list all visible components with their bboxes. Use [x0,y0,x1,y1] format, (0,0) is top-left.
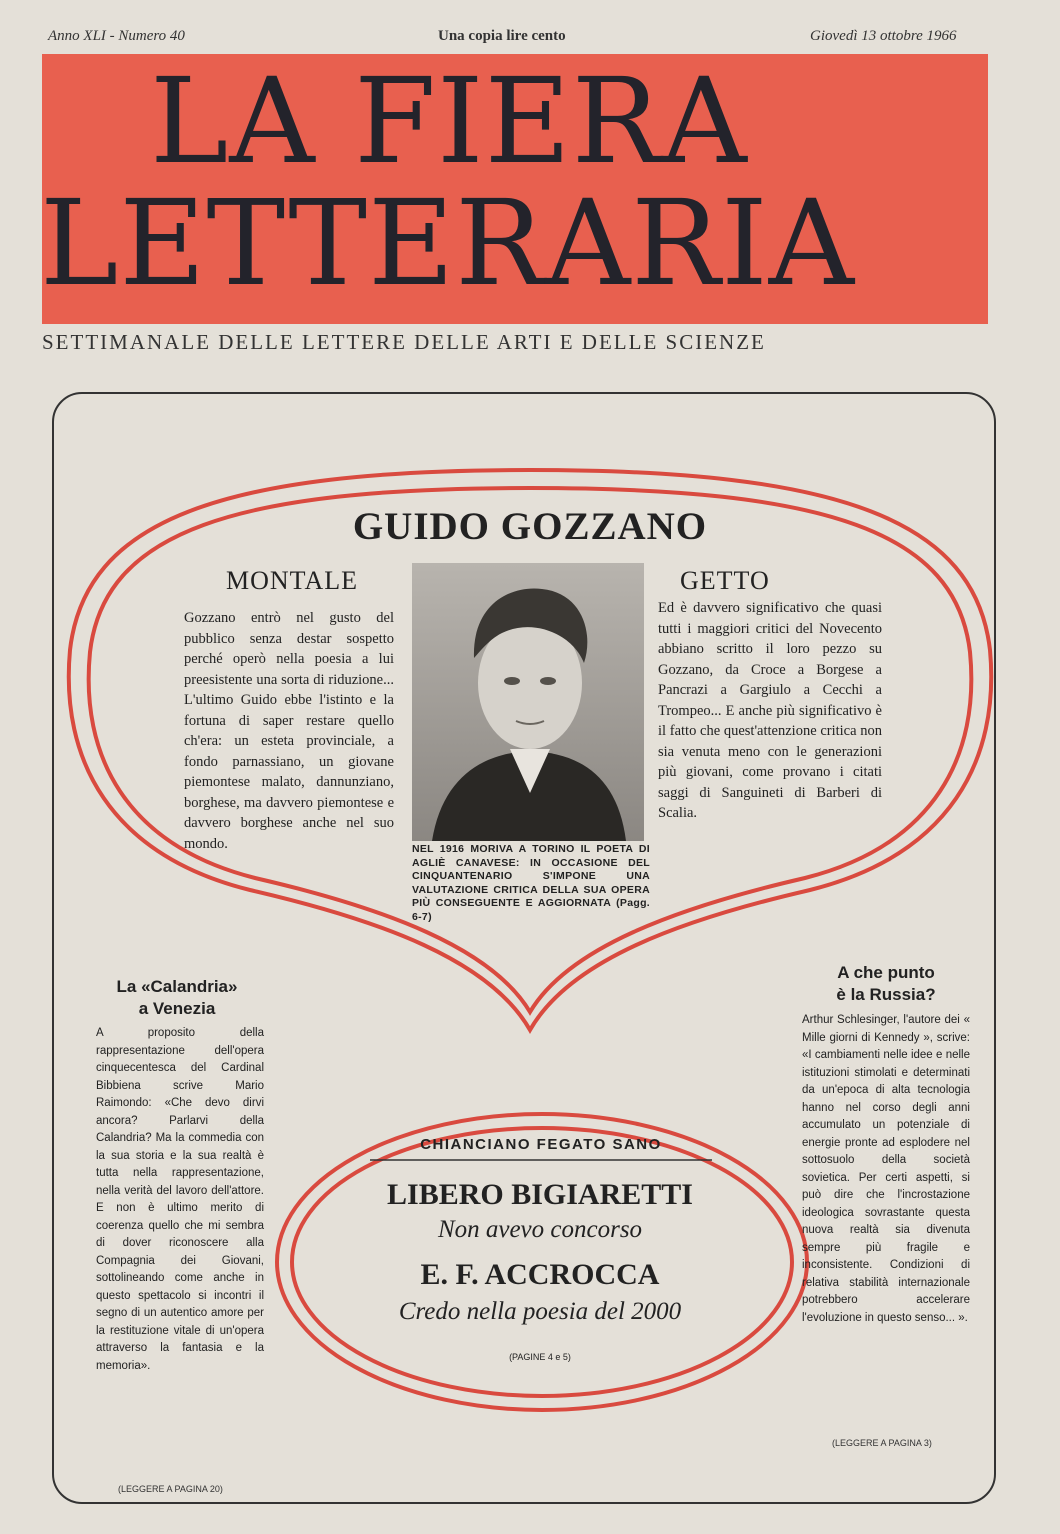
bigiaretti-name: LIBERO BIGIARETTI [387,1178,693,1211]
bottom-box-ref: (PAGINE 4 e 5) [509,1352,571,1362]
getto-text: Ed è davvero significativo che quasi tutti i maggiori critici del Novecento abbiano scritto il loro pezzo su Gozzano, da Croce a Borgese a Pancrazi a Gargiulo a Cecchi a Trompeo... E anche più significativo è il fatto che quest'attenzione critica non sia venuta meno con le generazioni più giovani, come provano i citati saggi di Sanguineti di Barberi di Scalia. [658,600,882,821]
gozzano-portrait [412,563,644,841]
portrait-caption: NEL 1916 MORIVA A TORINO IL POETA DI AGLIÈ CANAVESE: IN OCCASIONE DEL CINQUANTENARIO S'IMPONE UNA VALUTAZIONE CRITICA DELLA SUA OPERA PIÙ CONSEGUENTE E AGGIORNATA (Pagg. 6-7) [412,843,650,923]
masthead-line-1: LA FIERA [150,52,748,190]
russia-headline: A che punto è la Russia? [836,963,936,1004]
issue-date: Giovedì 13 ottobre 1966 [810,28,957,44]
getto-heading: GETTO [680,566,770,595]
montale-heading: MONTALE [226,566,359,595]
calandria-headline: La «Calandria» a Venezia [116,977,238,1018]
price-line: Una copia lire cento [438,28,566,44]
issue-number: Anno XLI - Numero 40 [48,28,185,44]
calandria-text: A proposito della rappresentazione dell'opera cinquecentesca del Cardinal Bibbiena scrive Mario Raimondo: «Che devo dirvi ancora? Parlarvi della Calandria? Ma la commedia con la sua storia e la sua realtà è tutta nella rappresentazione, nella verità del lavoro dell'attore. E non è ultimo merito di coerenza quello che mi sembra di dover riconoscere alla Compagnia dei Giovani, sottolineando come anche in questo spettacolo si incontri il segno di un autentico amore per la restituzione vitale di un'opera attraverso la fantasia e la memoria». [96,1027,264,1372]
russia-text: Arthur Schlesinger, l'autore dei « Mille giorni di Kennedy », scrive: «I cambiamenti nelle idee e nelle istituzioni stimolati e determinati da un'epoca di alta tecnologia hanno nel corso degli anni accumulato un potenziale di energie pronte ad esplodere nel sottosuolo della società sovietica. Per certi aspetti, si può dire che l'incrostazione ideologica sovrastante questa nuova realtà sia divenuta sempre più fragile e inconsistente. Condizioni di relativa stabilità internazionale potrebbero accelerare l'evoluzione in questo senso... ». [802,1014,970,1324]
bigiaretti-title: Non avevo concorso [437,1216,643,1243]
accrocca-name: E. F. ACCROCCA [420,1258,660,1291]
masthead-subtitle: SETTIMANALE DELLE LETTERE DELLE ARTI E DELLE SCIENZE [42,330,766,354]
masthead-line-2: LETTERARIA [40,174,855,312]
accrocca-title: Credo nella poesia del 2000 [398,1298,682,1325]
montale-text: Gozzano entrò nel gusto del pubblico senza destar sospetto perché operò nella poesia a lui preesistente una sorta di riduzione... L'ultimo Guido ebbe l'istinto e la fortuna di saper restare quello ch'era: un esteta provinciale, a fondo parnassiano, un giovane piemontese malato, dannunziano, borghese, ma davvero piemontese e davvero borghese anche nel suo mondo. [184,610,394,852]
calandria-ref: (LEGGERE A PAGINA 20) [118,1484,223,1494]
feature-title: GUIDO GOZZANO [352,505,708,548]
russia-ref: (LEGGERE A PAGINA 3) [832,1438,932,1448]
chianciano-kicker: CHIANCIANO FEGATO SANO [420,1136,662,1153]
